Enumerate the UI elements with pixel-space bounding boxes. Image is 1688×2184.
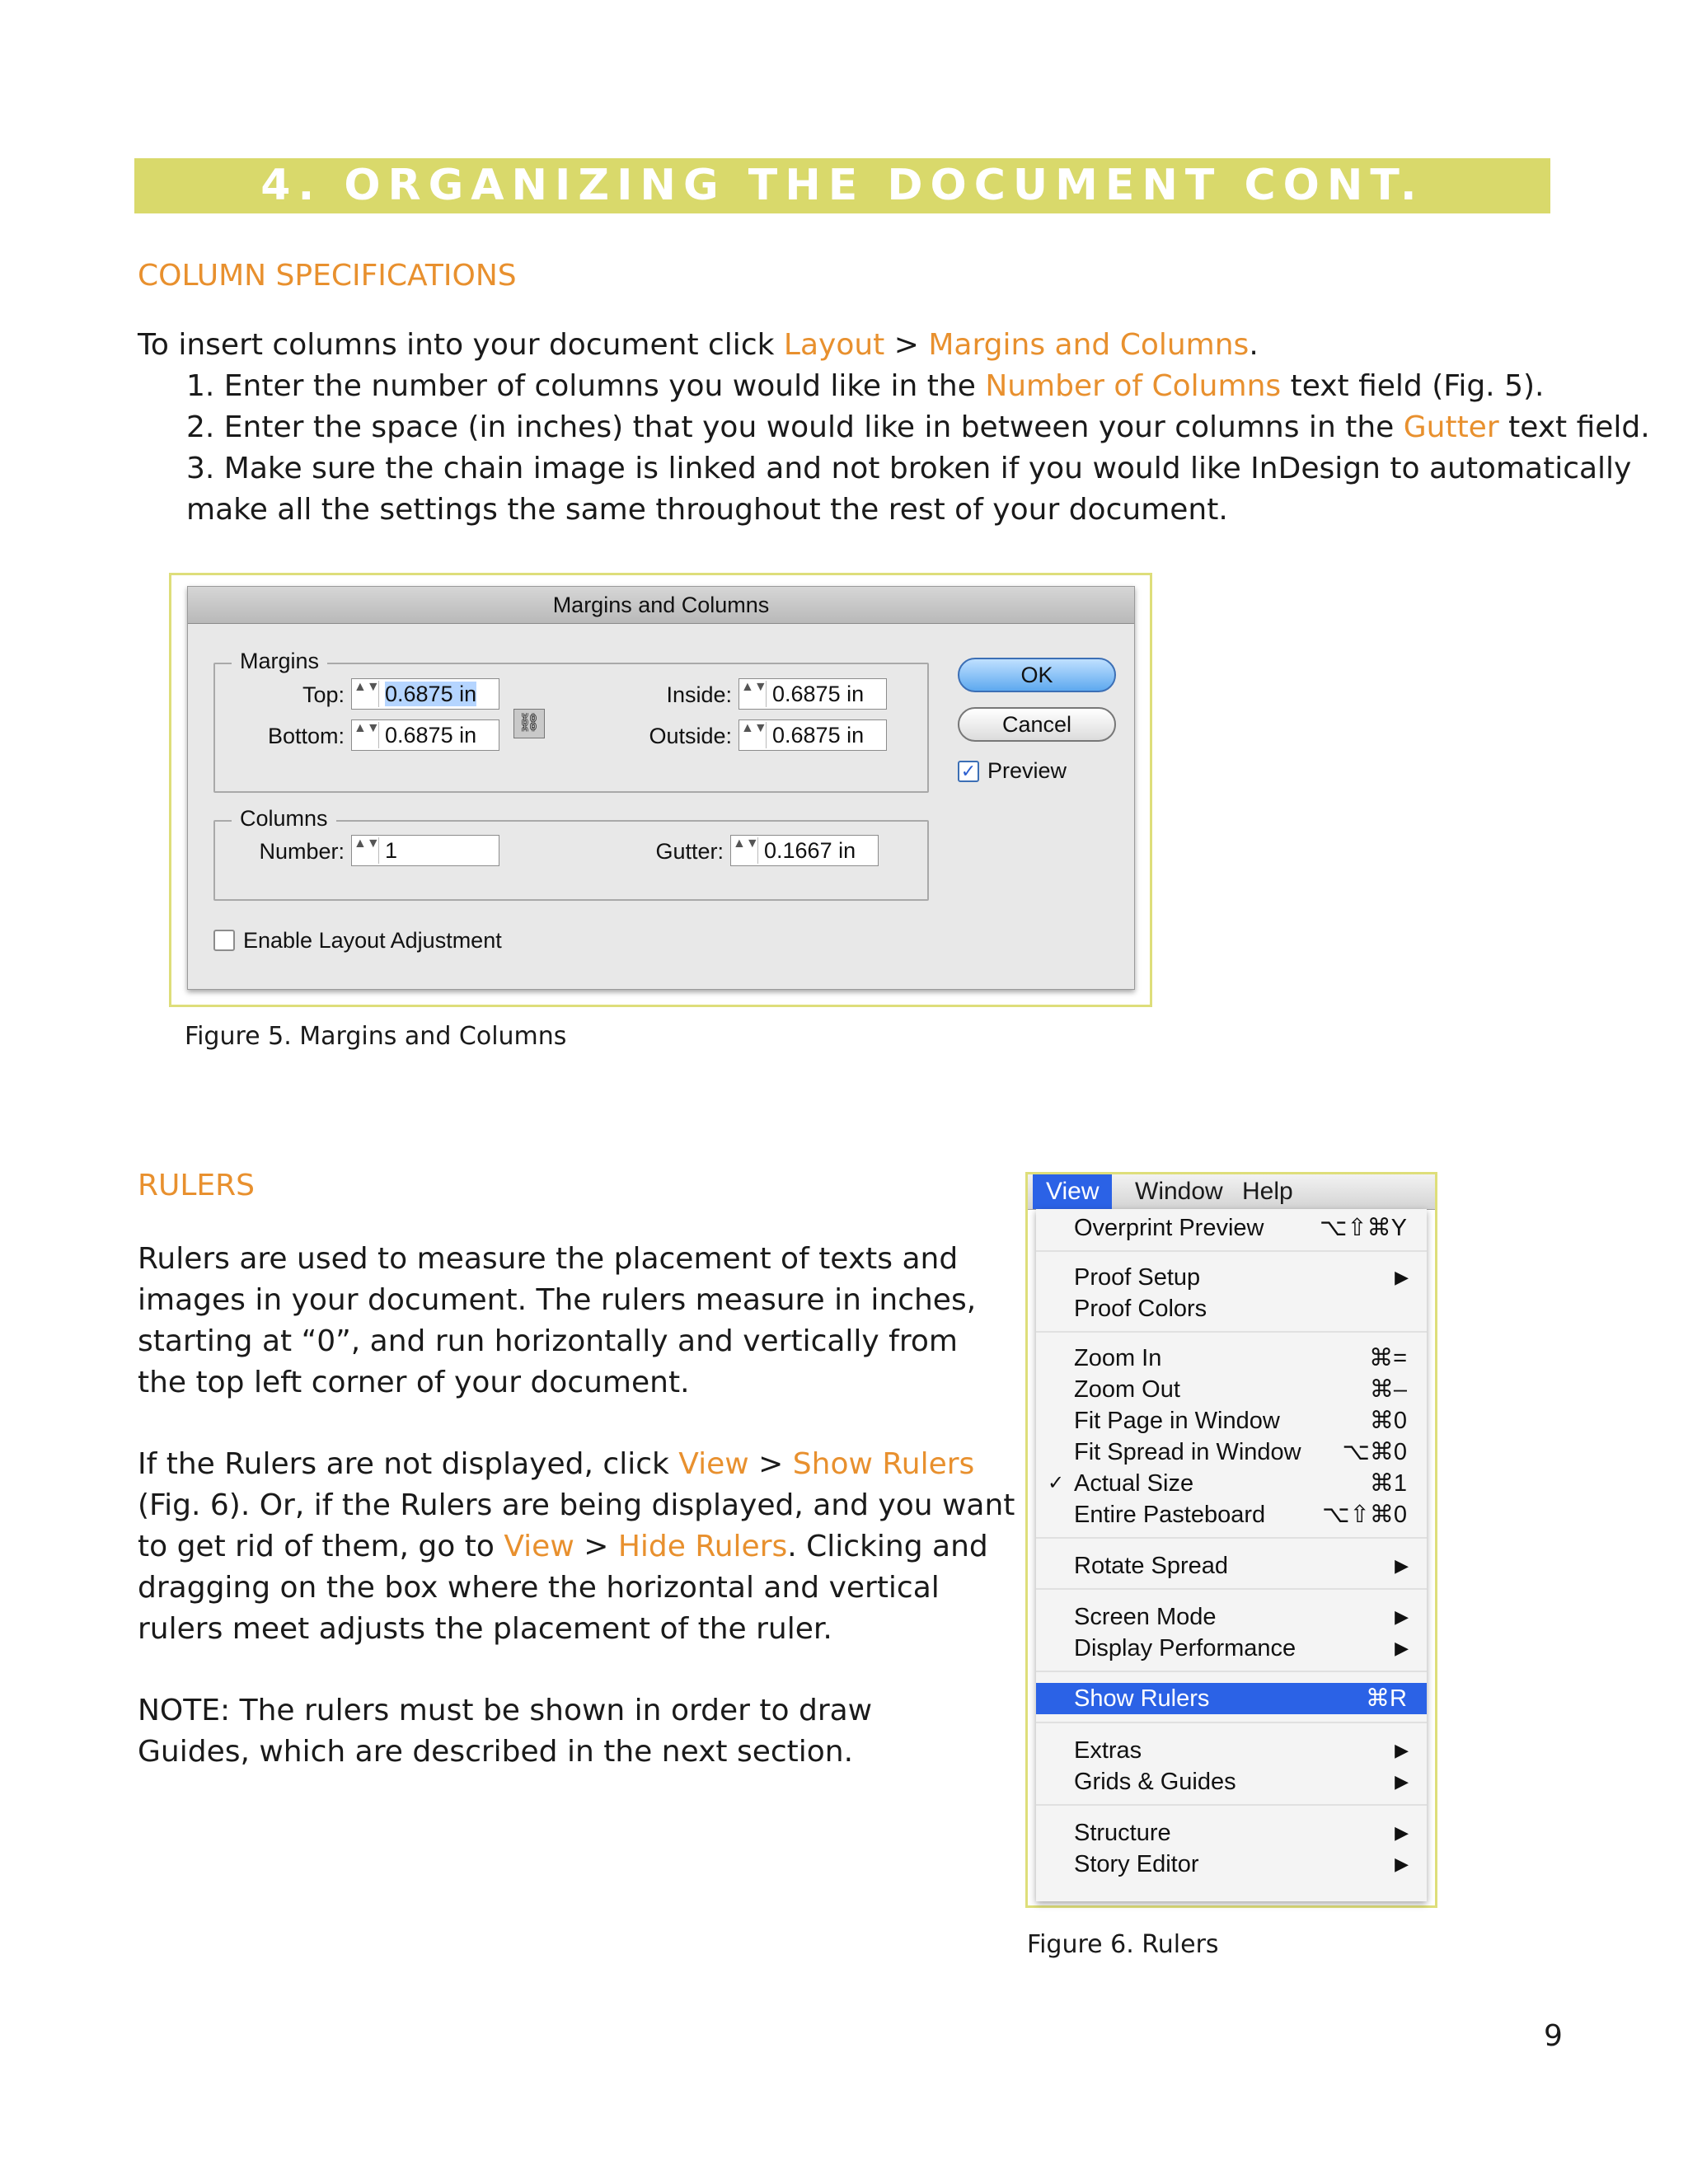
number-stepper[interactable]: ▲▼	[354, 837, 379, 864]
rulers-p2-line-1	[138, 1444, 974, 1485]
proof-setup-label: Proof Setup	[1074, 1264, 1201, 1291]
submenu-arrow-icon: ▶	[1395, 1854, 1409, 1874]
submenu-arrow-icon: ▶	[1395, 1638, 1409, 1658]
chain-link-icon[interactable]: ⛓	[513, 709, 545, 738]
overprint-preview-shortcut: ⌥⇧⌘Y	[1319, 1215, 1407, 1241]
view-menu-dropdown	[1036, 1209, 1427, 1901]
extras-label: Extras	[1074, 1737, 1142, 1764]
margins-group-label: Margins	[232, 649, 327, 674]
fit-page-label: Fit Page in Window	[1074, 1408, 1280, 1434]
p2-l3-suffix: . Clicking and	[787, 1530, 988, 1563]
inside-label: Inside:	[666, 682, 732, 707]
enable-layout-adjustment-label: Enable Layout Adjustment	[243, 928, 502, 953]
rulers-p1-line-4: the top left corner of your document.	[138, 1366, 690, 1399]
menu-item-show-rulers[interactable]	[1036, 1683, 1427, 1714]
gutter-stepper[interactable]: ▲▼	[733, 837, 758, 864]
entire-pasteboard-shortcut: ⌥⇧⌘0	[1322, 1502, 1407, 1528]
intro-suffix: .	[1249, 328, 1259, 362]
step-2	[186, 407, 1650, 448]
actual-size-label: Actual Size	[1074, 1470, 1194, 1497]
figure-5-caption: Figure 5. Margins and Columns	[185, 1022, 567, 1051]
figure-6-view-menu	[1025, 1172, 1437, 1908]
menu-separator	[1036, 1588, 1427, 1590]
p2-l3-text: to get rid of them, go to	[138, 1530, 504, 1563]
number-label: Number:	[259, 839, 345, 864]
overprint-preview-label: Overprint Preview	[1074, 1215, 1264, 1241]
step-1-suffix: text field (Fig. 5).	[1281, 369, 1545, 403]
zoom-in-label: Zoom In	[1074, 1345, 1162, 1371]
menu-separator	[1036, 1537, 1427, 1539]
outside-label: Outside:	[649, 724, 732, 748]
submenu-arrow-icon: ▶	[1395, 1555, 1409, 1576]
submenu-arrow-icon: ▶	[1395, 1822, 1409, 1843]
structure-label: Structure	[1074, 1820, 1171, 1846]
menu-item-overprint-preview[interactable]	[1036, 1212, 1427, 1244]
outside-margin-input[interactable]	[738, 719, 887, 751]
menu-item-zoom-out[interactable]	[1036, 1374, 1427, 1405]
menu-separator	[1036, 1250, 1427, 1252]
figure-6-caption: Figure 6. Rulers	[1027, 1930, 1219, 1959]
step-3-line-2: make all the settings the same throughout the rest of your document.	[186, 493, 1228, 527]
top-margin-input[interactable]	[351, 678, 499, 710]
menu-separator	[1036, 1671, 1427, 1672]
display-performance-label: Display Performance	[1074, 1635, 1296, 1661]
submenu-arrow-icon: ▶	[1395, 1740, 1409, 1760]
rulers-p1-line-3: starting at “0”, and run horizontally and vertically from	[138, 1324, 958, 1358]
zoom-in-shortcut: ⌘=	[1369, 1345, 1407, 1371]
rotate-spread-label: Rotate Spread	[1074, 1553, 1229, 1579]
p2-l3-separator: >	[574, 1530, 618, 1563]
menu-bar-window[interactable]: Window	[1135, 1178, 1223, 1205]
column-intro-line	[138, 325, 1259, 366]
fit-spread-shortcut: ⌥⌘0	[1342, 1439, 1407, 1465]
show-rulers-label: Show Rulers	[1074, 1685, 1210, 1712]
ok-button[interactable]: OK	[958, 658, 1116, 692]
intro-text: To insert columns into your document click	[138, 328, 784, 362]
columns-group-label: Columns	[232, 806, 336, 832]
submenu-arrow-icon: ▶	[1395, 1267, 1409, 1287]
step-1-text: 1. Enter the number of columns you would like in the	[186, 369, 986, 403]
margins-columns-menu-ref: Margins and Columns	[928, 328, 1250, 362]
top-stepper[interactable]: ▲▼	[354, 681, 379, 707]
menu-item-entire-pasteboard[interactable]	[1036, 1499, 1427, 1530]
gutter-ref: Gutter	[1403, 410, 1499, 444]
layout-menu-ref: Layout	[783, 328, 885, 362]
outside-margin-value: 0.6875 in	[772, 723, 865, 748]
rulers-p1-line-2: images in your document. The rulers measure in inches,	[138, 1283, 977, 1317]
bottom-stepper[interactable]: ▲▼	[354, 722, 379, 748]
menu-item-story-editor[interactable]	[1036, 1849, 1427, 1880]
cancel-button[interactable]: Cancel	[958, 707, 1116, 742]
menu-separator	[1036, 1722, 1427, 1723]
menu-item-proof-setup[interactable]	[1036, 1262, 1427, 1293]
view-menu-ref: View	[678, 1447, 749, 1481]
story-editor-label: Story Editor	[1074, 1851, 1199, 1877]
top-margin-value: 0.6875 in	[385, 682, 477, 706]
step-2-suffix: text field.	[1498, 410, 1650, 444]
menu-item-screen-mode[interactable]	[1036, 1601, 1427, 1633]
rulers-p1-line-1: Rulers are used to measure the placement of texts and	[138, 1242, 959, 1276]
submenu-arrow-icon: ▶	[1395, 1606, 1409, 1627]
menu-item-zoom-in[interactable]	[1036, 1343, 1427, 1374]
zoom-out-label: Zoom Out	[1074, 1376, 1180, 1403]
menu-item-rotate-spread[interactable]	[1036, 1550, 1427, 1582]
bottom-margin-value: 0.6875 in	[385, 723, 477, 748]
gutter-value: 0.1667 in	[764, 838, 856, 863]
menu-item-fit-page[interactable]	[1036, 1405, 1427, 1436]
rulers-p2-line-4: dragging on the box where the horizontal and vertical	[138, 1571, 940, 1605]
note-line-1: NOTE: The rulers must be shown in order to draw	[138, 1694, 873, 1727]
p2-text: If the Rulers are not displayed, click	[138, 1447, 679, 1481]
step-1	[186, 366, 1544, 407]
fit-spread-label: Fit Spread in Window	[1074, 1439, 1301, 1465]
gutter-label: Gutter:	[655, 839, 724, 864]
proof-colors-label: Proof Colors	[1074, 1296, 1207, 1322]
enable-layout-adjustment-checkbox[interactable]	[213, 930, 235, 951]
note-line-2: Guides, which are described in the next section.	[138, 1735, 854, 1769]
column-specifications-heading: COLUMN SPECIFICATIONS	[138, 259, 517, 293]
rulers-p2-line-5: rulers meet adjusts the placement of the ruler.	[138, 1612, 832, 1646]
show-rulers-shortcut: ⌘R	[1366, 1685, 1407, 1712]
p2-separator: >	[748, 1447, 793, 1481]
intro-separator: >	[884, 328, 929, 362]
number-of-columns-ref: Number of Columns	[985, 369, 1282, 403]
menu-item-structure[interactable]	[1036, 1817, 1427, 1849]
screen-mode-label: Screen Mode	[1074, 1604, 1217, 1630]
menu-separator	[1036, 1804, 1427, 1806]
figure-5-margins-columns	[169, 573, 1152, 1007]
margins-columns-dialog	[187, 586, 1135, 990]
rulers-p2-line-3	[138, 1526, 988, 1568]
gutter-input[interactable]	[730, 835, 879, 866]
rulers-p2-line-2: (Fig. 6). Or, if the Rulers are being displayed, and you want	[138, 1488, 1015, 1522]
step-2-text: 2. Enter the space (in inches) that you would like in between your columns in the	[186, 410, 1404, 444]
preview-checkbox[interactable]: ✓	[958, 761, 979, 782]
submenu-arrow-icon: ▶	[1395, 1771, 1409, 1792]
menu-separator	[1036, 1331, 1427, 1333]
inside-stepper[interactable]: ▲▼	[741, 681, 767, 707]
menu-bar	[1028, 1174, 1435, 1210]
bottom-label: Bottom:	[267, 724, 345, 748]
bottom-margin-input[interactable]	[351, 719, 499, 751]
fit-page-shortcut: ⌘0	[1369, 1408, 1407, 1434]
hide-rulers-ref: Hide Rulers	[617, 1530, 788, 1563]
menu-bar-view[interactable]: View	[1033, 1174, 1112, 1209]
rulers-heading: RULERS	[138, 1169, 256, 1202]
checkmark-icon: ✓	[1048, 1472, 1065, 1494]
outside-stepper[interactable]: ▲▼	[741, 722, 767, 748]
number-of-columns-input[interactable]	[351, 835, 499, 866]
show-rulers-ref: Show Rulers	[792, 1447, 975, 1481]
section-banner	[134, 158, 1550, 213]
menu-bar-help[interactable]: Help	[1242, 1178, 1293, 1205]
inside-margin-value: 0.6875 in	[772, 682, 865, 706]
menu-item-extras[interactable]	[1036, 1735, 1427, 1766]
entire-pasteboard-label: Entire Pasteboard	[1074, 1502, 1266, 1528]
banner-title: 4. ORGANIZING THE DOCUMENT CONT.	[260, 161, 1424, 210]
grids-guides-label: Grids & Guides	[1074, 1769, 1236, 1795]
view-menu-ref-2: View	[504, 1530, 574, 1563]
menu-item-proof-colors[interactable]	[1036, 1293, 1427, 1324]
zoom-out-shortcut: ⌘–	[1369, 1376, 1407, 1403]
menu-item-actual-size[interactable]	[1036, 1468, 1427, 1499]
page-number: 9	[1544, 2019, 1563, 2053]
dialog-title: Margins and Columns	[188, 587, 1134, 624]
step-3-line-1: 3. Make sure the chain image is linked and not broken if you would like InDesign to automatically	[186, 452, 1632, 485]
menu-item-fit-spread[interactable]	[1036, 1436, 1427, 1468]
actual-size-shortcut: ⌘1	[1369, 1470, 1407, 1497]
preview-label: Preview	[987, 758, 1067, 783]
top-label: Top:	[302, 682, 345, 707]
inside-margin-input[interactable]	[738, 678, 887, 710]
menu-item-grids-guides[interactable]	[1036, 1766, 1427, 1797]
number-of-columns-value: 1	[385, 838, 398, 863]
menu-item-display-performance[interactable]	[1036, 1633, 1427, 1664]
